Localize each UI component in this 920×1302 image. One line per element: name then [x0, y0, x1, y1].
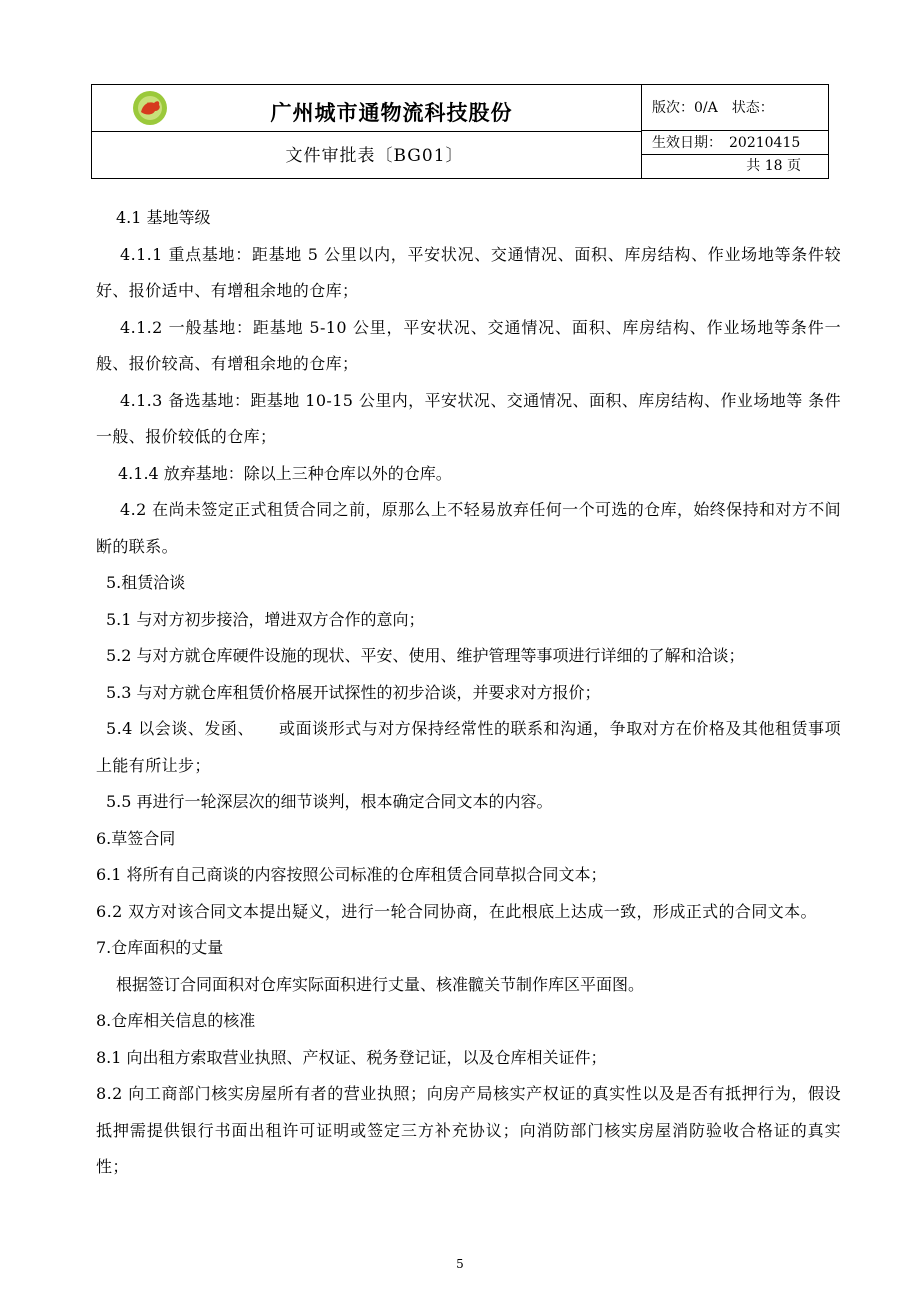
header-title-row: [92, 131, 641, 178]
page-number: 5: [456, 1257, 464, 1271]
paragraph: 8.2 向工商部门核实房屋所有者的营业执照；向房产局核实产权证的真实性以及是否有抵押行为，假设抵押需提供银行书面出租许可证明或签定三方补充协议；向消防部门核实房屋消防验收合格证的真实性；: [96, 1084, 841, 1176]
header-meta: [641, 85, 829, 178]
document-header: [91, 84, 829, 179]
document-body: [96, 200, 841, 1186]
paragraph: 6.1 将所有自己商谈的内容按照公司标准的仓库租赁合同草拟合同文本；: [96, 865, 607, 884]
total-pages: 共 18 页: [746, 158, 801, 174]
version-status: 版次：0/A 状态：: [642, 85, 829, 131]
section-heading: 6.草签合同: [96, 828, 176, 848]
paragraph: 5.5 再进行一轮深层次的细节谈判，根本确定合同文本的内容。: [106, 792, 553, 811]
paragraph: 4.2 在尚未签定正式租赁合同之前，原那么上不轻易放弃任何一个可选的仓库，始终保持和对方不间断的联系。: [96, 500, 841, 556]
document-title: 文件审批表〔BG01〕: [285, 146, 464, 166]
paragraph: 4.1.1 重点基地：距基地 5 公里以内，平安状况、交通情况、面积、库房结构、作业场地等条件较好、报价适中、有增租余地的仓库；: [96, 244, 841, 300]
section-heading: 8.仓库相关信息的核准: [96, 1011, 256, 1030]
paragraph: 5.2 与对方就仓库硬件设施的现状、平安、使用、维护管理等事项进行详细的了解和洽谈；: [106, 646, 745, 665]
paragraph: 6.2 双方对该合同文本提出疑义，进行一轮合同协商，在此根底上达成一致，形成正式的合同文本。: [96, 901, 817, 921]
paragraph: 根据签订合同面积对仓库实际面积进行丈量、核准髋关节制作库区平面图。: [116, 974, 645, 994]
paragraph: 4.1.3 备选基地：距基地 10-15 公里内，平安状况、交通情况、面积、库房结构、作业场地等 条件一般、报价较低的仓库；: [96, 390, 841, 446]
paragraph: 4.1.2 一般基地：距基地 5-10 公里，平安状况、交通情况、面积、库房结构、作业场地等条件一般、报价较高、有增租余地的仓库；: [96, 317, 841, 373]
paragraph: 8.1 向出租方索取营业执照、产权证、税务登记证，以及仓库相关证件；: [96, 1047, 607, 1067]
company-name: 广州城市通物流科技股份: [270, 100, 513, 125]
effective-date: 生效日期： 20210415: [642, 131, 829, 155]
paragraph: 4.1 基地等级: [116, 208, 211, 227]
paragraph: 5.1 与对方初步接洽，增进双方合作的意向；: [106, 609, 425, 629]
paragraph: 4.1.4 放弃基地：除以上三种仓库以外的仓库。: [118, 463, 452, 483]
header-company-row: [92, 85, 641, 132]
section-heading: 7.仓库面积的丈量: [96, 938, 224, 957]
paragraph: 5.4 以会谈、发函、 或面谈形式与对方保持经常性的联系和沟通，争取对方在价格及其他租赁事项上能有所让步；: [96, 719, 841, 775]
section-heading: 5.租赁洽谈: [106, 573, 186, 592]
paragraph: 5.3 与对方就仓库租赁价格展开试探性的初步洽谈，并要求对方报价；: [106, 682, 601, 702]
